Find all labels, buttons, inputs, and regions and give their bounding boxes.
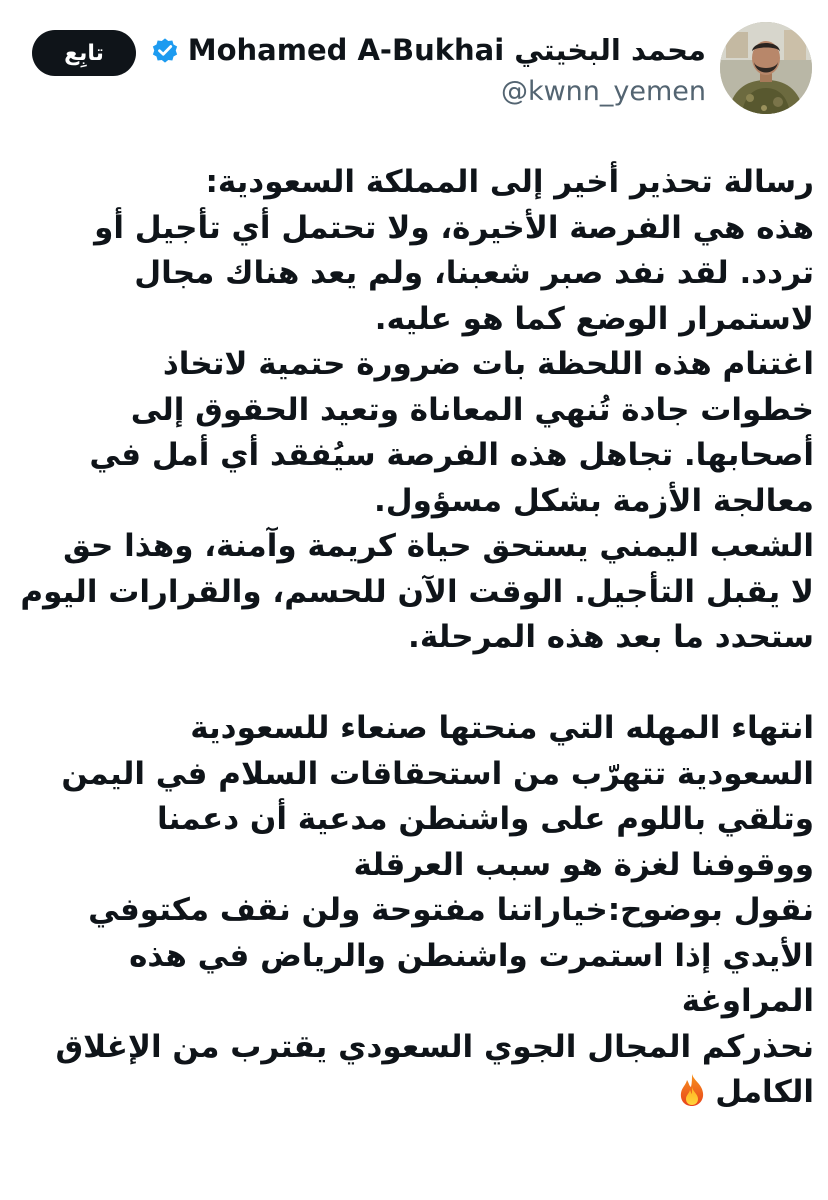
tweet-line: رسالة تحذير أخير إلى المملكة السعودية: — [205, 164, 814, 200]
tweet-line: نحذركم المجال الجوي السعودي يقترب من الإغلاق — [55, 1028, 814, 1065]
tweet-line: معالجة الأزمة بشكل مسؤول. — [373, 482, 814, 519]
tweet-line: ستحدد ما بعد هذه المرحلة. — [408, 619, 814, 655]
tweet-line: السعودية تتهرّب من استحقاقات السلام في اليمن — [61, 755, 814, 792]
tweet-line: الكامل — [715, 1074, 814, 1110]
tweet-line: الأيدي إذا استمرت واشنطن والرياض في هذه — [129, 937, 814, 974]
tweet-blank-line — [20, 661, 814, 707]
tweet-header — [0, 0, 828, 130]
tweet-text — [20, 160, 814, 1116]
author-display-name: Mohamed A-Bukhai محمد البخيتي — [187, 33, 706, 67]
tweet-line: اغتنام هذه اللحظة بات ضرورة حتمية لاتخاذ — [162, 346, 814, 382]
follow-button[interactable]: تابِع — [32, 30, 136, 76]
fire-icon — [677, 1073, 707, 1107]
author-handle[interactable]: @kwnn_yemen — [500, 76, 706, 107]
tweet-line: تردد. لقد نفد صبر شعبنا، ولم يعد هناك مجال — [134, 255, 814, 291]
tweet-line: المراوغة — [681, 983, 814, 1019]
avatar[interactable] — [720, 22, 812, 114]
verified-badge-icon — [150, 35, 180, 65]
tweet-line: هذه هي الفرصة الأخيرة، ولا تحتمل أي تأجيل أو — [94, 209, 814, 246]
tweet-line: وتلقي باللوم على واشنطن مدعية أن دعمنا — [156, 801, 814, 837]
tweet-line: ووقوفنا لغزة هو سبب العرقلة — [353, 846, 814, 883]
tweet-line: لاستمرار الوضع كما هو عليه. — [374, 300, 814, 337]
tweet-line: نقول بوضوح:خياراتنا مفتوحة ولن نقف مكتوفي — [88, 892, 814, 928]
author-name-row[interactable] — [150, 30, 706, 70]
tweet-line: انتهاء المهله التي منحتها صنعاء للسعودية — [190, 710, 814, 746]
tweet-line: لا يقبل التأجيل. الوقت الآن للحسم، والقرارات اليوم — [20, 573, 814, 610]
tweet-line: الشعب اليمني يستحق حياة كريمة وآمنة، وهذا حق — [63, 528, 814, 564]
profile-photo-icon — [720, 22, 812, 114]
tweet-line: خطوات جادة تُنهي المعاناة وتعيد الحقوق إلى — [130, 391, 814, 428]
tweet-line: أصحابها. تجاهل هذه الفرصة سيُفقد أي أمل في — [89, 437, 814, 473]
tweet-last-line — [20, 1070, 814, 1116]
